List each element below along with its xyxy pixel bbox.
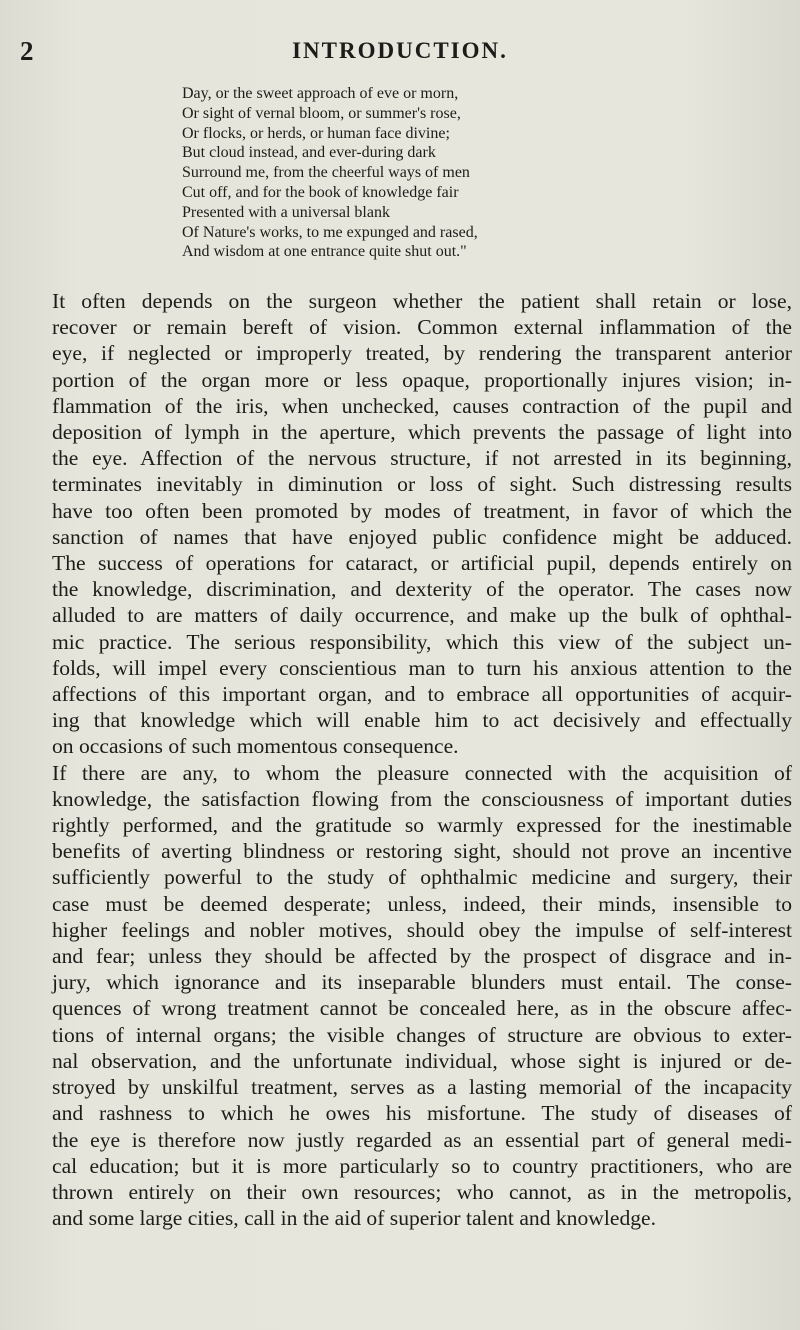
text-line: nal observation, and the unfortunate individual, whose sight is injured or de- — [52, 1048, 792, 1073]
text-line: tions of internal organs; the visible changes of structure are obvious to exter- — [52, 1022, 792, 1047]
verse-line: Cut off, and for the book of knowledge fair — [182, 183, 459, 201]
body-text — [52, 288, 792, 1231]
text-line: flammation of the iris, when unchecked, causes contraction of the pupil and — [52, 393, 792, 418]
text-line: stroyed by unskilful treatment, serves as a lasting memorial of the incapacity — [52, 1075, 792, 1100]
verse-line: Presented with a universal blank — [182, 203, 390, 221]
text-line: terminates inevitably in diminution or loss of sight. Such distressing results — [52, 472, 792, 497]
text-line: thrown entirely on their own resources; who cannot, as in the metropolis, — [52, 1179, 792, 1204]
text-line: sufficiently powerful to the study of ophthalmic medicine and surgery, their — [52, 865, 792, 890]
text-line: alluded to are matters of daily occurrence, and make up the bulk of ophthal- — [52, 603, 792, 628]
text-line: the knowledge, discrimination, and dexterity of the operator. The cases now — [52, 577, 792, 602]
text-line: It often depends on the surgeon whether the patient shall retain or lose, — [52, 289, 792, 313]
verse-line: Or sight of vernal bloom, or summer's rose, — [182, 104, 461, 122]
text-line: portion of the organ more or less opaque, proportionally injures vision; in- — [52, 367, 792, 392]
text-line: If there are any, to whom the pleasure connected with the acquisition of — [52, 760, 792, 785]
text-line: have too often been promoted by modes of treatment, in favor of which the — [52, 498, 792, 523]
text-line: quences of wrong treatment cannot be concealed here, as in the obscure affec- — [52, 996, 792, 1021]
text-line: knowledge, the satisfaction flowing from the consciousness of important duties — [52, 786, 792, 811]
text-line: sanction of names that have enjoyed public confidence might be adduced. — [52, 524, 792, 549]
text-line: recover or remain bereft of vision. Common external inflammation of the — [52, 315, 792, 340]
text-line: the eye. Affection of the nervous structure, if not arrested in its beginning, — [52, 446, 792, 471]
text-line: The success of operations for cataract, or artificial pupil, depends entirely on — [52, 551, 792, 576]
text-line: higher feelings and nobler motives, should obey the impulse of self-interest — [52, 917, 792, 942]
text-line: jury, which ignorance and its inseparable blunders must entail. The conse- — [52, 970, 792, 995]
text-line: eye, if neglected or improperly treated, by rendering the transparent anterior — [52, 341, 792, 366]
text-line: and rashness to which he owes his misfortune. The study of diseases of — [52, 1101, 792, 1126]
verse-line: And wisdom at one entrance quite shut out." — [182, 243, 467, 261]
verse-line: Day, or the sweet approach of eve or morn, — [182, 85, 459, 102]
page-number: 2 — [20, 36, 34, 66]
paragraph — [52, 760, 792, 1232]
text-line: ing that knowledge which will enable him to act decisively and effectually — [52, 708, 792, 733]
text-line: deposition of lymph in the aperture, which prevents the passage of light into — [52, 420, 792, 445]
verse-line: Surround me, from the cheerful ways of men — [182, 164, 470, 182]
text-line: the eye is therefore now justly regarded as an essential part of general medi- — [52, 1127, 792, 1152]
paragraph — [52, 288, 792, 760]
verse-quotation — [182, 84, 702, 262]
verse-line: Or flocks, or herds, or human face divine; — [182, 124, 450, 142]
text-line: on occasions of such momentous consequence. — [52, 734, 459, 759]
text-line: cal education; but it is more particularly so to country practitioners, who are — [52, 1153, 792, 1178]
running-head: INTRODUCTION. — [292, 38, 508, 63]
text-line: affections of this important organ, and to embrace all opportunities of acquir- — [52, 682, 792, 707]
text-line: folds, will impel every conscientious man to turn his anxious attention to the — [52, 655, 792, 680]
text-line: and some large cities, call in the aid of superior talent and knowledge. — [52, 1206, 657, 1231]
text-line: benefits of averting blindness or restoring sight, should not prove an incentive — [52, 839, 792, 864]
text-line: case must be deemed desperate; unless, indeed, their minds, insensible to — [52, 891, 792, 916]
verse-line: Of Nature's works, to me expunged and rased, — [182, 223, 478, 241]
text-line: mic practice. The serious responsibility, which this view of the subject un- — [52, 629, 792, 654]
text-line: rightly performed, and the gratitude so warmly expressed for the inestimable — [52, 813, 792, 838]
verse-line: But cloud instead, and ever-during dark — [182, 144, 436, 162]
text-line: and fear; unless they should be affected by the prospect of disgrace and in- — [52, 944, 792, 969]
